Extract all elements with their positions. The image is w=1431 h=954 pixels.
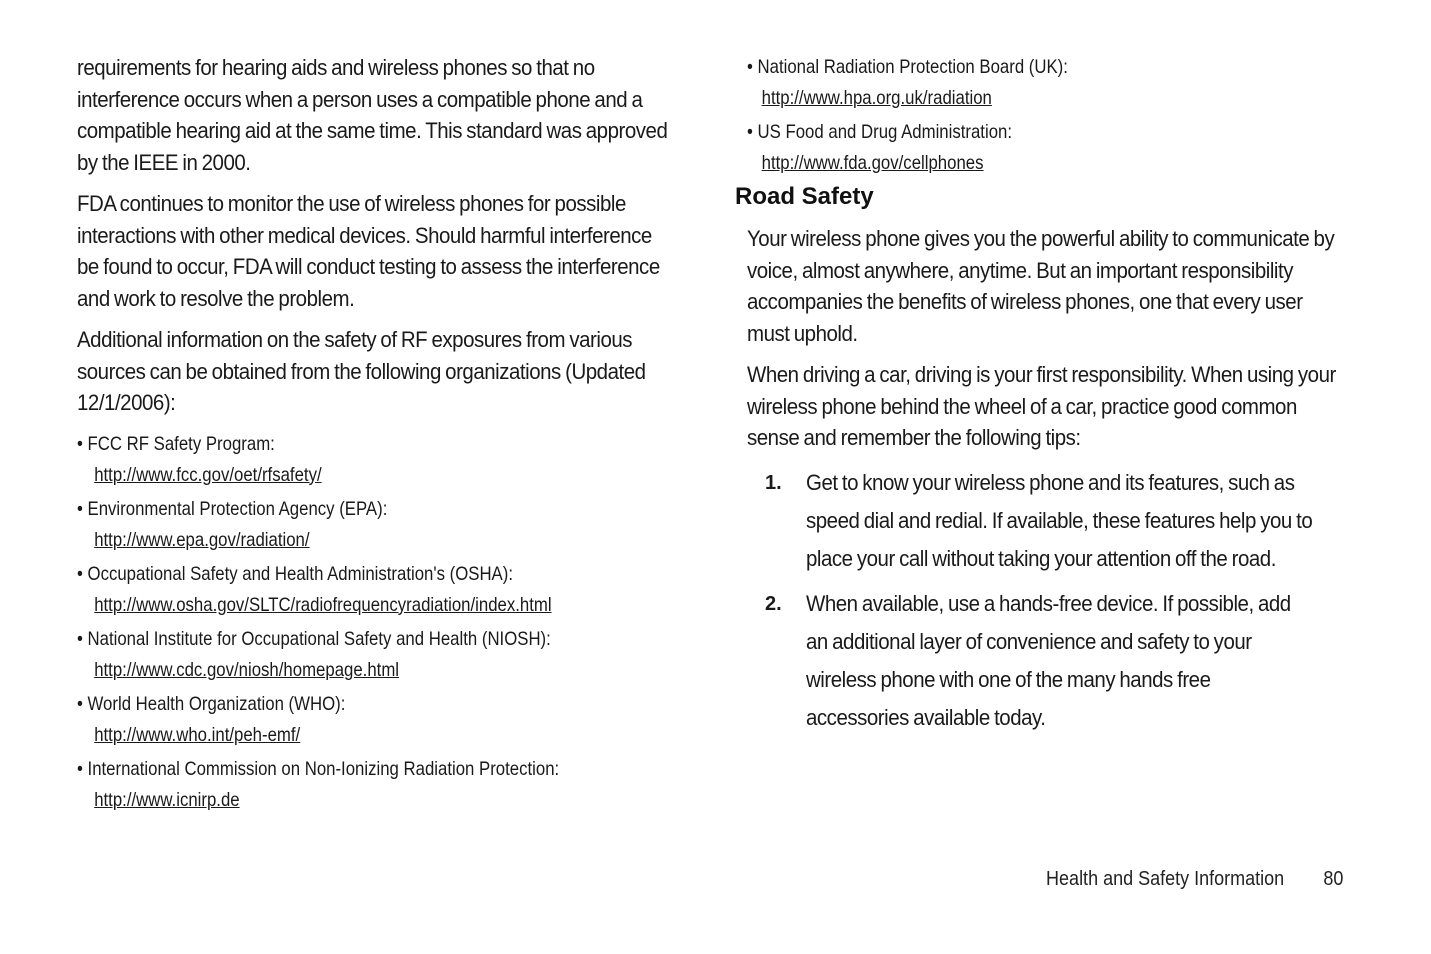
org-link[interactable]: http://www.cdc.gov/niosh/homepage.html: [94, 658, 400, 681]
tip-item: [765, 585, 1355, 737]
org-link[interactable]: http://www.icnirp.de: [94, 788, 240, 811]
org-name: • World Health Organization (WHO):: [77, 692, 346, 715]
org-list-item: [77, 559, 731, 621]
body-paragraph: Your wireless phone gives you the powerful ability to communicate by voice, almost anywhere, anytime. But an important responsibility accompanies the benefits of wireless phones, one that every user must uphold.: [747, 226, 1335, 346]
body-paragraph: Additional information on the safety of RF exposures from various sources can be obtained from the following organizations (Updated 12/1/2006):: [77, 327, 646, 415]
org-list-item: [77, 689, 731, 751]
org-list-item: [77, 624, 731, 686]
org-name: • International Commission on Non-Ionizing Radiation Protection:: [77, 757, 560, 780]
org-name: • FCC RF Safety Program:: [77, 432, 275, 455]
tip-number: 2.: [765, 592, 782, 615]
tip-text: Get to know your wireless phone and its features, such as speed dial and redial. If available, these features help you to place your call without taking your attention off the road.: [806, 469, 1313, 571]
body-paragraph: When driving a car, driving is your first responsibility. When using your wireless phone behind the wheel of a car, practice good common sense and remember the following tips:: [747, 362, 1336, 450]
org-name: • US Food and Drug Administration:: [747, 121, 1013, 143]
section-heading: Road Safety: [735, 183, 874, 210]
page-number: 80: [1322, 868, 1343, 890]
page-footer: [1046, 868, 1343, 891]
tip-item: [765, 464, 1355, 578]
org-link[interactable]: http://www.hpa.org.uk/radiation: [761, 87, 992, 109]
org-list-item: [77, 429, 731, 491]
org-list-item: [77, 754, 731, 816]
org-name: • Occupational Safety and Health Administration's (OSHA):: [77, 562, 513, 585]
body-paragraph: FDA continues to monitor the use of wireless phones for possible interactions with other medical devices. Should harmful interference be found to occur, FDA will conduct testing to assess the interference and work to resolve the problem.: [77, 191, 660, 311]
right-column: [735, 52, 1355, 744]
org-link[interactable]: http://www.fcc.gov/oet/rfsafety/: [94, 463, 322, 486]
tip-text: When available, use a hands-free device. If possible, add an additional layer of convenience and safety to your wireless phone with one of the many hands free accessories available today.: [806, 590, 1291, 730]
body-paragraph: requirements for hearing aids and wireless phones so that no interference occurs when a person uses a compatible phone and a compatible hearing aid at the same time. This standard was approved by the IEEE in 2000.: [77, 55, 668, 175]
org-link[interactable]: http://www.who.int/peh-emf/: [94, 723, 301, 746]
org-link[interactable]: http://www.osha.gov/SLTC/radiofrequencyradiation/index.html: [94, 593, 552, 616]
tips-list: [765, 464, 1355, 737]
org-name: • Environmental Protection Agency (EPA):: [77, 497, 388, 520]
org-link[interactable]: http://www.epa.gov/radiation/: [94, 528, 310, 551]
org-list-item: [77, 494, 731, 556]
tip-number: 1.: [765, 471, 782, 494]
footer-section-title: Health and Safety Information: [1045, 868, 1284, 890]
left-column: [77, 52, 677, 819]
org-link[interactable]: http://www.fda.gov/cellphones: [761, 152, 984, 174]
org-name: • National Institute for Occupational Safety and Health (NIOSH):: [77, 627, 551, 650]
org-name: • National Radiation Protection Board (UK):: [747, 56, 1068, 78]
org-list-item: [747, 117, 1401, 179]
org-list-item: [747, 52, 1401, 114]
